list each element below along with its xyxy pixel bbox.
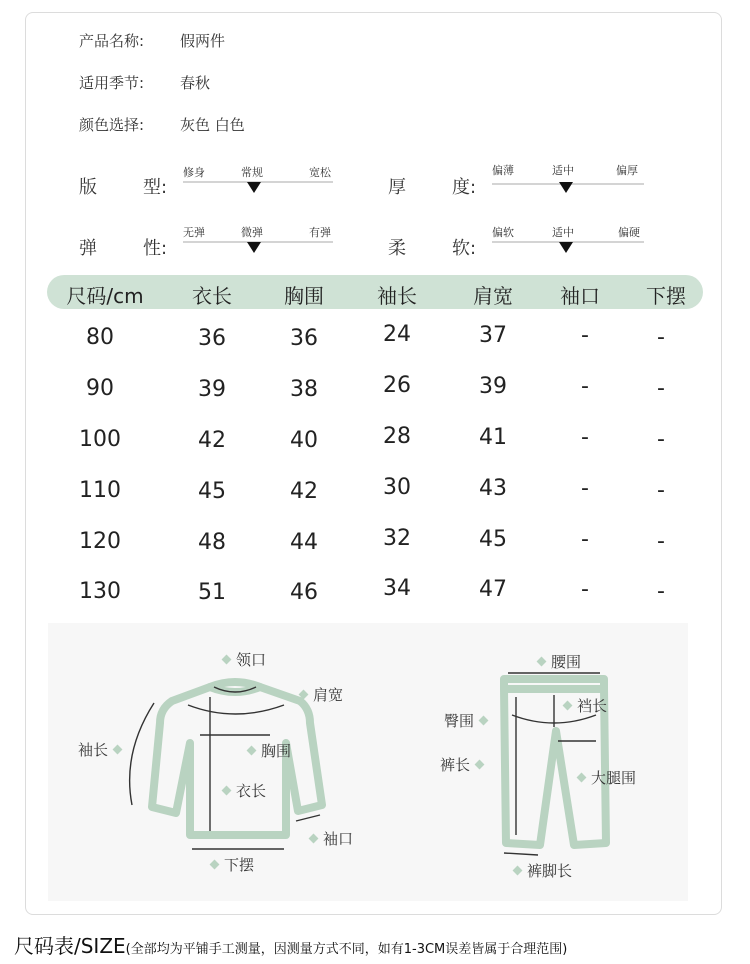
- elasticity-label: [79, 234, 179, 258]
- diamond-icon: [299, 690, 309, 700]
- jacket-icon: [152, 682, 322, 835]
- info-value: 假两件: [180, 32, 226, 50]
- table-cell: -: [581, 374, 589, 399]
- thickness-label-c1: 厚: [388, 177, 406, 198]
- softness-label-c2: 软:: [452, 238, 477, 259]
- fit-option: 常规: [241, 166, 263, 179]
- label-hem-text: 下摆: [224, 856, 255, 874]
- info-value: 春秋: [180, 74, 211, 92]
- measurement-diagram: [48, 623, 688, 901]
- label-thigh: [578, 767, 636, 788]
- table-cell: -: [657, 325, 665, 350]
- elasticity-scale: [183, 224, 333, 254]
- label-chest-text: 胸围: [261, 742, 292, 760]
- header-chest: 胸围: [284, 284, 324, 308]
- table-cell: -: [657, 376, 665, 401]
- label-crotch-text: 裆长: [577, 697, 608, 715]
- selected-marker-icon: [559, 182, 573, 193]
- thickness-option: 偏薄: [492, 164, 514, 177]
- table-cell: 80: [86, 325, 114, 350]
- elasticity-label-c1: 弹: [79, 238, 97, 259]
- softness-scale: [492, 224, 644, 254]
- table-cell: 41: [479, 425, 507, 450]
- label-length-text: 衣长: [236, 782, 267, 800]
- table-cell: -: [581, 476, 589, 501]
- header-size: 尺码/cm: [66, 284, 144, 308]
- diamond-icon: [577, 773, 587, 783]
- table-cell: 36: [198, 326, 226, 351]
- label-thigh-text: 大腿围: [591, 769, 637, 787]
- table-cell: 90: [86, 376, 114, 401]
- softness-label: [388, 234, 488, 258]
- garment-illustration: [48, 623, 688, 901]
- table-cell: 45: [198, 479, 226, 504]
- fit-label-c2: 型:: [143, 177, 168, 198]
- header-cuff: 袖口: [560, 284, 600, 308]
- table-cell: -: [581, 425, 589, 450]
- table-cell: 51: [198, 580, 226, 605]
- thickness-label: [388, 173, 488, 197]
- size-table-header: [47, 275, 703, 309]
- diamond-icon: [513, 866, 523, 876]
- table-cell: 100: [79, 427, 121, 452]
- table-cell: -: [581, 323, 589, 348]
- label-length: [223, 780, 266, 801]
- elasticity-option: 微弹: [241, 226, 263, 239]
- fit-option: 修身: [183, 166, 205, 179]
- table-cell: 47: [479, 577, 507, 602]
- info-label: 颜色选择:: [79, 116, 145, 134]
- elasticity-option: 无弹: [183, 226, 205, 239]
- table-cell: 28: [383, 424, 411, 449]
- table-cell: 32: [383, 526, 411, 551]
- label-hem: [211, 854, 254, 875]
- softness-option: 偏硬: [618, 226, 640, 239]
- info-row-color: [79, 114, 245, 135]
- label-chest: [248, 740, 291, 761]
- info-value: 灰色 白色: [180, 116, 245, 134]
- table-cell: 45: [479, 527, 507, 552]
- label-shoulder: [300, 684, 343, 705]
- table-cell: 43: [479, 476, 507, 501]
- footer-title: 尺码表/SIZE: [14, 934, 126, 958]
- diamond-icon: [113, 745, 123, 755]
- label-hip-text: 臀围: [444, 712, 475, 730]
- table-cell: 36: [290, 326, 318, 351]
- label-crotch: [564, 695, 607, 716]
- label-waist-text: 腰围: [551, 653, 582, 671]
- header-sleeve: 袖长: [377, 284, 417, 308]
- table-cell: 120: [79, 529, 121, 554]
- label-pant-length-text: 裤长: [440, 756, 471, 774]
- table-cell: -: [657, 579, 665, 604]
- label-sleeve: [78, 739, 121, 760]
- header-hem: 下摆: [646, 284, 686, 308]
- label-collar-text: 领口: [236, 651, 267, 669]
- info-label: 产品名称:: [79, 32, 145, 50]
- diamond-icon: [210, 860, 220, 870]
- label-leg-opening-text: 裤脚长: [527, 862, 573, 880]
- diamond-icon: [479, 716, 489, 726]
- table-cell: 39: [479, 374, 507, 399]
- fit-scale: [183, 164, 333, 194]
- elasticity-label-c2: 性:: [143, 238, 168, 259]
- fit-label: [79, 173, 179, 197]
- label-cuff: [310, 828, 353, 849]
- header-shoulder: 肩宽: [473, 284, 513, 308]
- label-leg-opening: [514, 860, 572, 881]
- label-shoulder-text: 肩宽: [313, 686, 344, 704]
- label-hip: [444, 710, 487, 731]
- table-cell: -: [581, 577, 589, 602]
- info-row-name: [79, 30, 225, 51]
- table-cell: 48: [198, 530, 226, 555]
- label-sleeve-text: 袖长: [78, 741, 109, 759]
- label-waist: [538, 651, 581, 672]
- table-cell: 38: [290, 377, 318, 402]
- table-cell: 24: [383, 322, 411, 347]
- fit-label-c1: 版: [79, 177, 97, 198]
- table-cell: 44: [290, 530, 318, 555]
- info-label: 适用季节:: [79, 74, 145, 92]
- table-cell: -: [657, 427, 665, 452]
- table-cell: 130: [79, 579, 121, 604]
- diamond-icon: [309, 834, 319, 844]
- table-cell: 37: [479, 323, 507, 348]
- table-cell: 46: [290, 580, 318, 605]
- size-footer: [14, 930, 567, 959]
- diamond-icon: [222, 655, 232, 665]
- info-row-season: [79, 72, 210, 93]
- table-cell: 40: [290, 428, 318, 453]
- diamond-icon: [247, 746, 257, 756]
- softness-label-c1: 柔: [388, 238, 406, 259]
- thickness-option: 适中: [552, 164, 574, 177]
- thickness-option: 偏厚: [616, 164, 638, 177]
- label-cuff-text: 袖口: [323, 830, 354, 848]
- table-cell: 110: [79, 478, 121, 503]
- diamond-icon: [537, 657, 547, 667]
- label-pant-length: [440, 754, 483, 775]
- thickness-label-c2: 度:: [452, 177, 477, 198]
- diamond-icon: [222, 786, 232, 796]
- label-collar: [223, 649, 266, 670]
- selected-marker-icon: [247, 242, 261, 253]
- table-cell: -: [581, 527, 589, 552]
- table-cell: 39: [198, 377, 226, 402]
- softness-option: 适中: [552, 226, 574, 239]
- diamond-icon: [563, 701, 573, 711]
- selected-marker-icon: [247, 182, 261, 193]
- table-cell: 34: [383, 576, 411, 601]
- thickness-scale: [492, 162, 644, 192]
- table-cell: 30: [383, 475, 411, 500]
- table-cell: 42: [290, 479, 318, 504]
- header-length: 衣长: [192, 284, 232, 308]
- table-cell: -: [657, 478, 665, 503]
- softness-option: 偏软: [492, 226, 514, 239]
- elasticity-option: 有弹: [309, 226, 331, 239]
- diamond-icon: [475, 760, 485, 770]
- table-cell: -: [657, 529, 665, 554]
- table-cell: 42: [198, 428, 226, 453]
- table-cell: 26: [383, 373, 411, 398]
- selected-marker-icon: [559, 242, 573, 253]
- footer-note: (全部均为平铺手工测量，因测量方式不同，如有1-3CM误差皆属于合理范围): [125, 942, 568, 957]
- fit-option: 宽松: [309, 166, 331, 179]
